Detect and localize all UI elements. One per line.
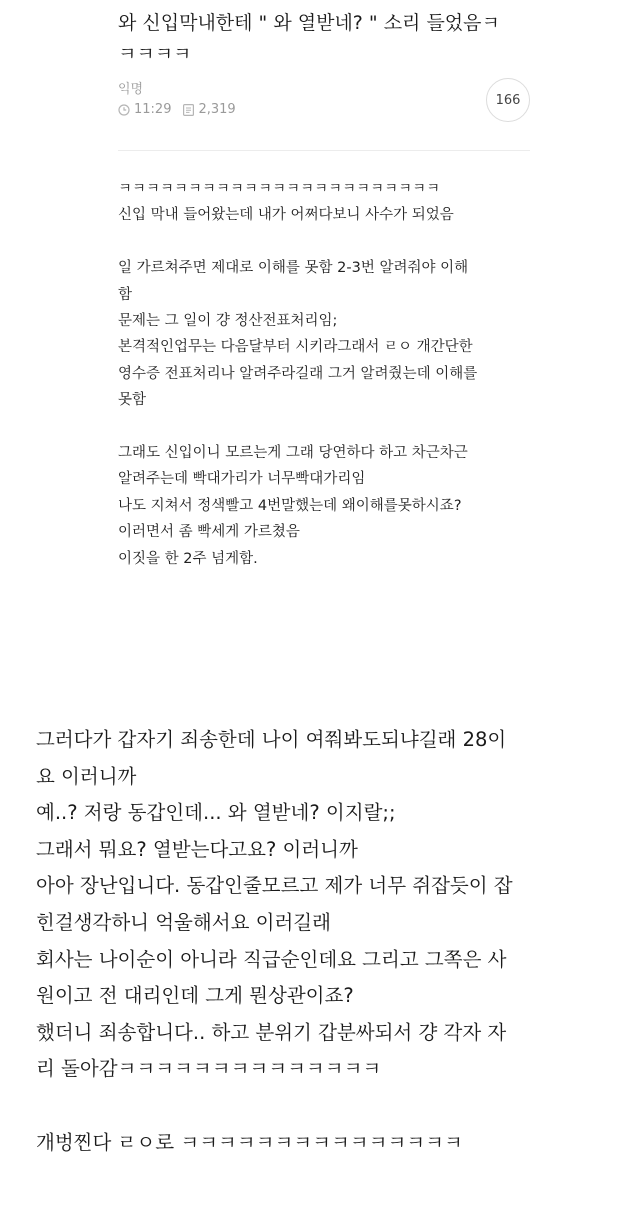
author-name: 익명 — [118, 82, 144, 97]
body-line: 그러다가 갑자기 죄송한데 나이 여쭤봐도되냐길래 28이 요 이러니까 — [36, 728, 507, 788]
body-line: 아아 장난입니다. 동갑인줄모르고 제가 너무 쥐잡듯이 잡 힌걸생각하니 억울해서요 이러길래 — [36, 874, 513, 934]
body-line: 회사는 나이순이 아니라 직급순인데요 그리고 그쪽은 사 원이고 전 대리인데 그게 뭔상관이죠? — [36, 947, 507, 1008]
time-stat — [118, 102, 171, 117]
body-line: 이짓을 한 2주 넘게함. — [118, 550, 258, 567]
comment-count: 166 — [495, 92, 521, 108]
body-line: 했더니 죄송합니다.. 하고 분위기 갑분싸되서 걍 각자 자 리 돌아감ㅋㅋㅋㅋㅋㅋㅋㅋㅋㅋㅋㅋㅋㅋ — [36, 1020, 507, 1081]
body-line: 이러면서 좀 빡세게 가르쳤음 — [118, 524, 300, 541]
post-meta — [118, 78, 530, 148]
body-line — [118, 229, 538, 255]
divider — [118, 150, 530, 151]
post-title: 와 신입막내한테 " 와 열받네? " 소리 들었음ㅋ ㅋㅋㅋㅋ — [118, 12, 500, 65]
view-count: 2,319 — [198, 102, 236, 117]
document-icon — [183, 104, 194, 116]
body-line: 그래도 신입이니 모르는게 그래 당연하다 하고 차근차근 알려주는데 빡대가리가 너무빡대가리임 — [118, 445, 468, 488]
body-line: 신입 막내 들어왔는데 내가 어쩌다보니 사수가 되었음 — [118, 207, 454, 224]
comment-count-button[interactable] — [486, 78, 530, 122]
post-body-part-2 — [36, 722, 616, 1161]
body-line: ㅋㅋㅋㅋㅋㅋㅋㅋㅋㅋㅋㅋㅋㅋㅋㅋㅋㅋㅋㅋㅋㅋㅋ — [118, 181, 441, 197]
post-body-part-1 — [118, 176, 538, 572]
closing-line: 개벙찐다 ㄹㅇ로 ㅋㅋㅋㅋㅋㅋㅋㅋㅋㅋㅋㅋㅋㅋㅋ — [36, 1130, 463, 1154]
body-line: 그래서 뭐요? 열받는다고요? 이러니까 — [36, 837, 358, 861]
body-line: 나도 지쳐서 정색빨고 4번말했는데 왜이해를못하시죠? — [118, 497, 462, 514]
post-time: 11:29 — [134, 102, 172, 117]
body-line: 일 가르쳐주면 제대로 이해를 못함 2-3번 알려줘야 이해 함 — [118, 260, 469, 303]
post-stats — [118, 102, 248, 117]
body-line — [118, 414, 538, 440]
views-stat — [183, 102, 235, 117]
body-line: 문제는 그 일이 걍 정산전표처리임; — [118, 313, 338, 330]
body-line: 본격적인업무는 다음달부터 시키라그래서 ㄹㅇ 개간단한 영수증 전표처리나 알려주라길래 그거 알려줬는데 이해를 못함 — [118, 339, 478, 409]
clock-icon — [118, 104, 130, 116]
body-line: 예..? 저랑 동갑인데... 와 열받네? 이지랄;; — [36, 801, 396, 825]
